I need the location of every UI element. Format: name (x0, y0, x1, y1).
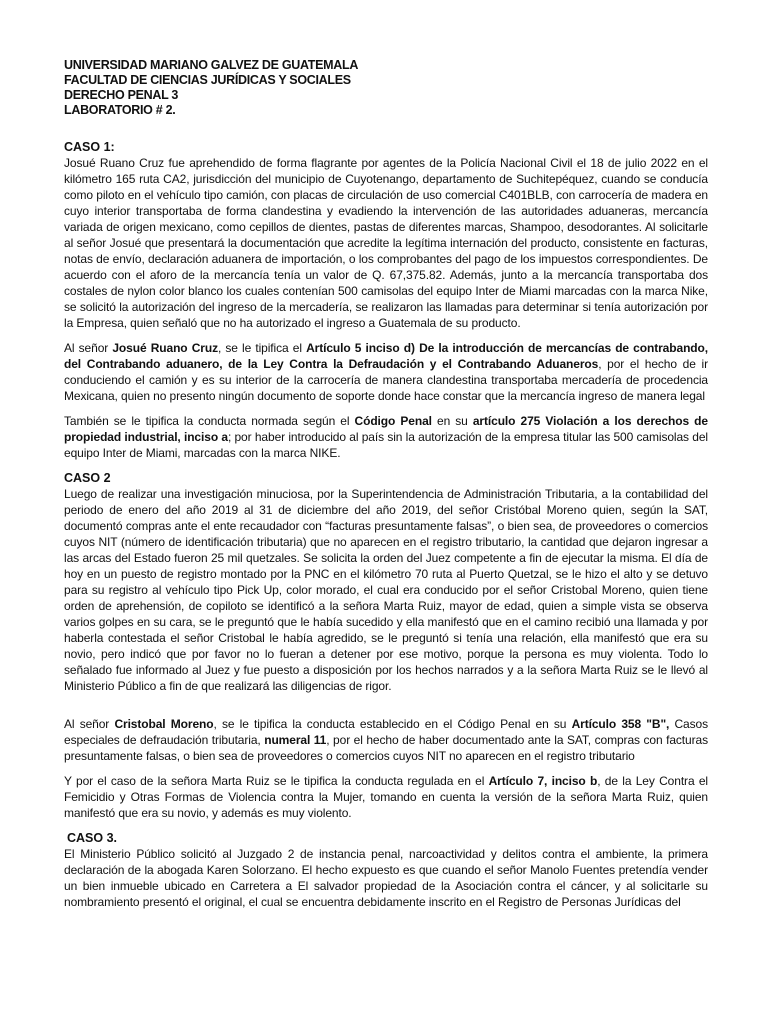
text: Al señor (64, 717, 115, 731)
legal-article: Artículo 5 inciso d) De la introducción de mercancías de contrabando, del Contrabando aduanero, de la Ley Contra la Defraudación y el Contrabando Aduaneros (64, 341, 708, 371)
case-2-typification (64, 716, 708, 764)
case-1-second-typification (64, 413, 708, 461)
text: , se le tipifica la conducta establecido en el Código Penal en su (213, 717, 572, 731)
course-name: DERECHO PENAL 3 (64, 88, 179, 102)
case-2-second-typification (64, 773, 708, 821)
legal-code: Código Penal (354, 414, 432, 428)
case-2-narrative: Luego de realizar una investigación minuciosa, por la Superintendencia de Administración Tributaria, a la contabilidad del periodo de enero del año 2019 al 31 de diciembre del año 2019, del señor Cristóbal Moreno quien, según la SAT, documentó compras ante el ente recaudador con “facturas presuntamente falsas”, o bien sea, de proveedores o comercios cuyos NIT (número de identificación tributaria) que no aparecen en el registro tributario, la cantidad que dejaron ingresar a las arcas del Estado fueron 25 mil quetzales. Se solicita la orden del Juez competente a fin de ejecutar la misma. El día de hoy en un puesto de registro montado por la PNC en el kilómetro 70 ruta al Puerto Quetzal, se le hizo el alto y se detuvo para su registro al vehículo tipo Pick Up, color morado, el cual era conducido por el señor Cristobal Moreno, quien tiene orden de aprehensión, de copiloto se identificó a la señora Marta Ruiz, mayor de edad, quien a simple vista se observa varios golpes en su cara, se le preguntó que le había sucedido y ella manifestó que en el camino recibió una llamada y por haberla contestada el señor Cristobal le había agredido, se le preguntó si tenía una relación, ella manifestó que era su novio, pero indicó que por favor no lo fueran a detener por ese motivo, porque la persona es muy violenta. Todo lo señalado fue informado al Juez y fue puesto a disposición por los hechos narrados y a la señora Marta Ruiz se le llevó al Ministerio Público a fin de que realizará las diligencias de rigor. (64, 487, 708, 693)
case-3-section (64, 831, 708, 910)
legal-article: Artículo 358 "B", (571, 717, 670, 731)
text: en su (431, 414, 473, 428)
text: Casos especiales de defraudación tributaria, (64, 717, 708, 747)
faculty-name: FACULTAD DE CIENCIAS JURÍDICAS Y SOCIALES (64, 73, 351, 87)
legal-numeral: numeral 11 (264, 733, 327, 747)
case-1-title: CASO 1: (64, 140, 115, 154)
case-1-section (64, 140, 708, 461)
case-2-section (64, 471, 708, 821)
text: Al señor (64, 341, 113, 355)
legal-article: artículo 275 Violación a los derechos de propiedad industrial, inciso a (64, 414, 708, 444)
text: , por el hecho de haber documentado ante la SAT, compras con facturas presuntamente falsas, o bien sea de proveedores o comercios cuyos NIT no aparecen en el registro tributario (64, 733, 708, 763)
case-1-typification (64, 340, 708, 404)
case-2-title: CASO 2 (64, 471, 111, 485)
text: Y por el caso de la señora Marta Ruiz se le tipifica la conducta regulada en el (64, 774, 489, 788)
defendant-name: Cristobal Moreno (114, 717, 214, 731)
case-1-narrative: Josué Ruano Cruz fue aprehendido de forma flagrante por agentes de la Policía Nacional Civil el 18 de julio 2022 en el kilómetro 165 ruta CA2, jurisdicción del municipio de Cuyotenango, departamento de Suchitepéquez, cuando se conducía como piloto en el vehículo tipo camión, con placas de circulación de uso comercial C401BLB, con carrocería de madera en cuyo interior transportaba de forma clandestina y evadiendo la intervención de las autoridades aduaneras, mercancía variada de origen mexicano, como cepillos de dientes, pastas de diferentes marcas, Shampoo, desodorantes. Al solicitarle al señor Josué que presentará la documentación que acredite la legítima internación del producto, consistente en facturas, notas de envío, declaración aduanera de importación, o los comprobantes del pago de los impuestos correspondientes. De acuerdo con el aforo de la mercancía tenía un valor de Q. 67,375.82. Además, junto a la mercancía transportaba dos costales de nylon color blanco los cuales contenían 500 camisolas del equipo Inter de Miami marcadas con la marca Nike, se solicitó la autorización del ingreso de la mercadería, se realizaron las llamadas para determinar si tenía autorización por la Empresa, quien señaló que no ha autorizado el ingreso a Guatemala de su producto. (64, 156, 708, 330)
text: , de la Ley Contra el Femicidio y Otras Formas de Violencia contra la Mujer, tomando en cuenta la versión de la señora Marta Ruiz, quien manifestó que era su novio, y además es muy violento. (64, 774, 708, 820)
text: , por el hecho de ir conduciendo el camión y es su interior de la carrocería de manera clandestina transportaba mercadería de procedencia Mexicana, quien no presento ningún documento de soporte donde hace constar que la mercancía ingreso de manera legal (64, 357, 708, 403)
text: También se le tipifica la conducta normada según el (64, 414, 355, 428)
university-name: UNIVERSIDAD MARIANO GALVEZ DE GUATEMALA (64, 58, 359, 72)
legal-article: Artículo 7, inciso b (488, 774, 598, 788)
case-3-narrative: El Ministerio Público solicitó al Juzgado 2 de instancia penal, narcoactividad y delitos contra el ambiente, la primera declaración de la abogada Karen Solorzano. El hecho expuesto es que cuando el señor Manolo Fuentes pretendía vender un bien inmueble ubicado en Carretera a El salvador propiedad de la Asociación contra el cáncer, y al solicitarle su nombramiento presentó el original, el cual se encuentra debidamente inscrito en el Registro de Personas Jurídicas del (64, 847, 708, 909)
text: , se le tipifica el (217, 341, 307, 355)
case-3-title: CASO 3. (67, 831, 118, 845)
text: ; por haber introducido al país sin la autorización de la empresa titular las 500 camisolas del equipo Inter de Miami, marcadas con la marca NIKE. (64, 430, 708, 460)
lab-title: LABORATORIO # 2. (64, 103, 176, 117)
defendant-name: Josué Ruano Cruz (112, 341, 218, 355)
document-header (64, 58, 708, 118)
